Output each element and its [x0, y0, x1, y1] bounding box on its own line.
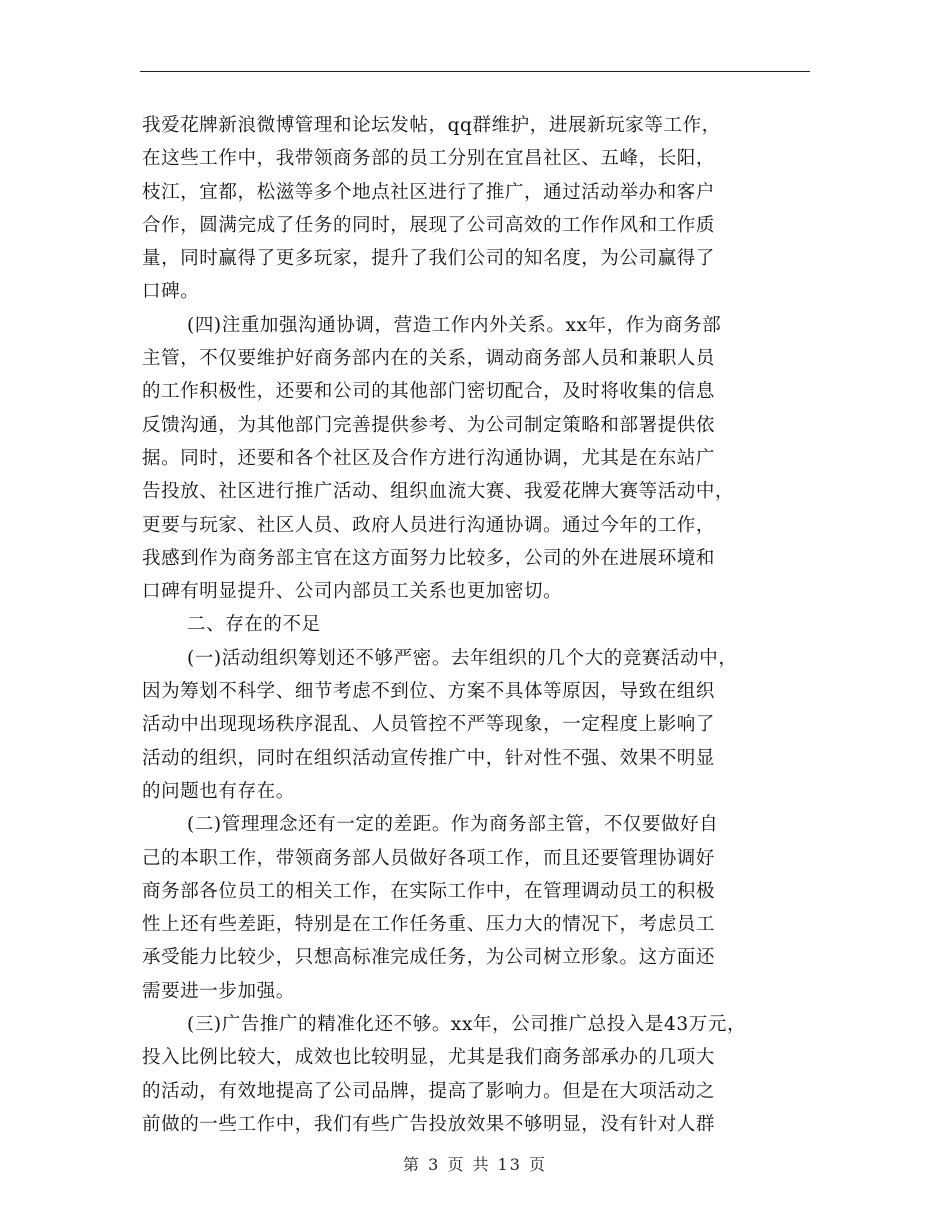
paragraph-start-line: (一)活动组织筹划还不够严密。去年组织的几个大的竞赛活动中， [187, 647, 738, 669]
document-body [142, 109, 842, 1141]
body-line: 投入比例比较大，成效也比较明显，尤其是我们商务部承办的几项大 [142, 1047, 716, 1069]
section-heading: 二、存在的不足 [187, 614, 321, 636]
body-line: 己的本职工作，带领商务部人员做好各项工作，而且还要管理协调好 [142, 847, 716, 869]
paragraph-start-line: (二)管理理念还有一定的差距。作为商务部主管，不仅要做好自 [187, 814, 719, 836]
body-line: 在这些工作中，我带领商务部的员工分别在宜昌社区、五峰，长阳， [142, 148, 716, 170]
body-line: 活动的组织，同时在组织活动宣传推广中，针对性不强、效果不明显 [142, 747, 716, 769]
body-line: 的工作积极性，还要和公司的其他部门密切配合，及时将收集的信息 [142, 381, 716, 403]
body-line: 承受能力比较少，只想高标准完成任务，为公司树立形象。这方面还 [142, 947, 716, 969]
body-line: 口碑有明显提升、公司内部员工关系也更加密切。 [142, 581, 563, 603]
body-line: 枝江，宜都，松滋等多个地点社区进行了推广，通过活动举办和客户 [142, 181, 716, 203]
body-line: 量，同时赢得了更多玩家，提升了我们公司的知名度，为公司赢得了 [142, 248, 716, 270]
page-number-footer: 第 3 页 共 13 页 [403, 1155, 547, 1174]
body-line: 活动中出现现场秩序混乱、人员管控不严等现象，一定程度上影响了 [142, 714, 716, 736]
body-line: 合作，圆满完成了任务的同时，展现了公司高效的工作作风和工作质 [142, 214, 716, 236]
paragraph-start-line: (三)广告推广的精准化还不够。xx年，公司推广总投入是43万元， [187, 1014, 747, 1036]
body-line: 口碑。 [142, 281, 200, 303]
body-line: 我感到作为商务部主官在这方面努力比较多，公司的外在进展环境和 [142, 547, 716, 569]
body-line: 告投放、社区进行推广活动、组织血流大赛、我爱花牌大赛等活动中， [142, 481, 735, 503]
body-line: 的活动，有效地提高了公司品牌，提高了影响力。但是在大项活动之 [142, 1080, 716, 1102]
body-line: 因为筹划不科学、细节考虑不到位、方案不具体等原因，导致在组织 [142, 681, 716, 703]
body-line: 主管，不仅要维护好商务部内在的关系，调动商务部人员和兼职人员 [142, 348, 716, 370]
body-line: 我爱花牌新浪微博管理和论坛发帖，qq群维护，进展新玩家等工作， [142, 115, 721, 136]
body-line: 反馈沟通，为其他部门完善提供参考、为公司制定策略和部署提供依 [142, 414, 716, 436]
body-line: 前做的一些工作中，我们有些广告投放效果不够明显，没有针对人群 [142, 1113, 716, 1135]
body-line: 性上还有些差距，特别是在工作任务重、压力大的情况下，考虑员工 [142, 914, 716, 936]
body-line: 据。同时，还要和各个社区及合作方进行沟通协调，尤其是在东站广 [142, 447, 716, 469]
paragraph-start-line: (四)注重加强沟通协调，营造工作内外关系。xx年，作为商务部 [187, 314, 722, 336]
body-line: 的问题也有存在。 [142, 780, 295, 802]
body-line: 商务部各位员工的相关工作，在实际工作中，在管理调动员工的积极 [142, 880, 716, 902]
body-line: 需要进一步加强。 [142, 980, 295, 1002]
header-rule [140, 71, 810, 72]
body-line: 更要与玩家、社区人员、政府人员进行沟通协调。通过今年的工作， [142, 514, 716, 536]
